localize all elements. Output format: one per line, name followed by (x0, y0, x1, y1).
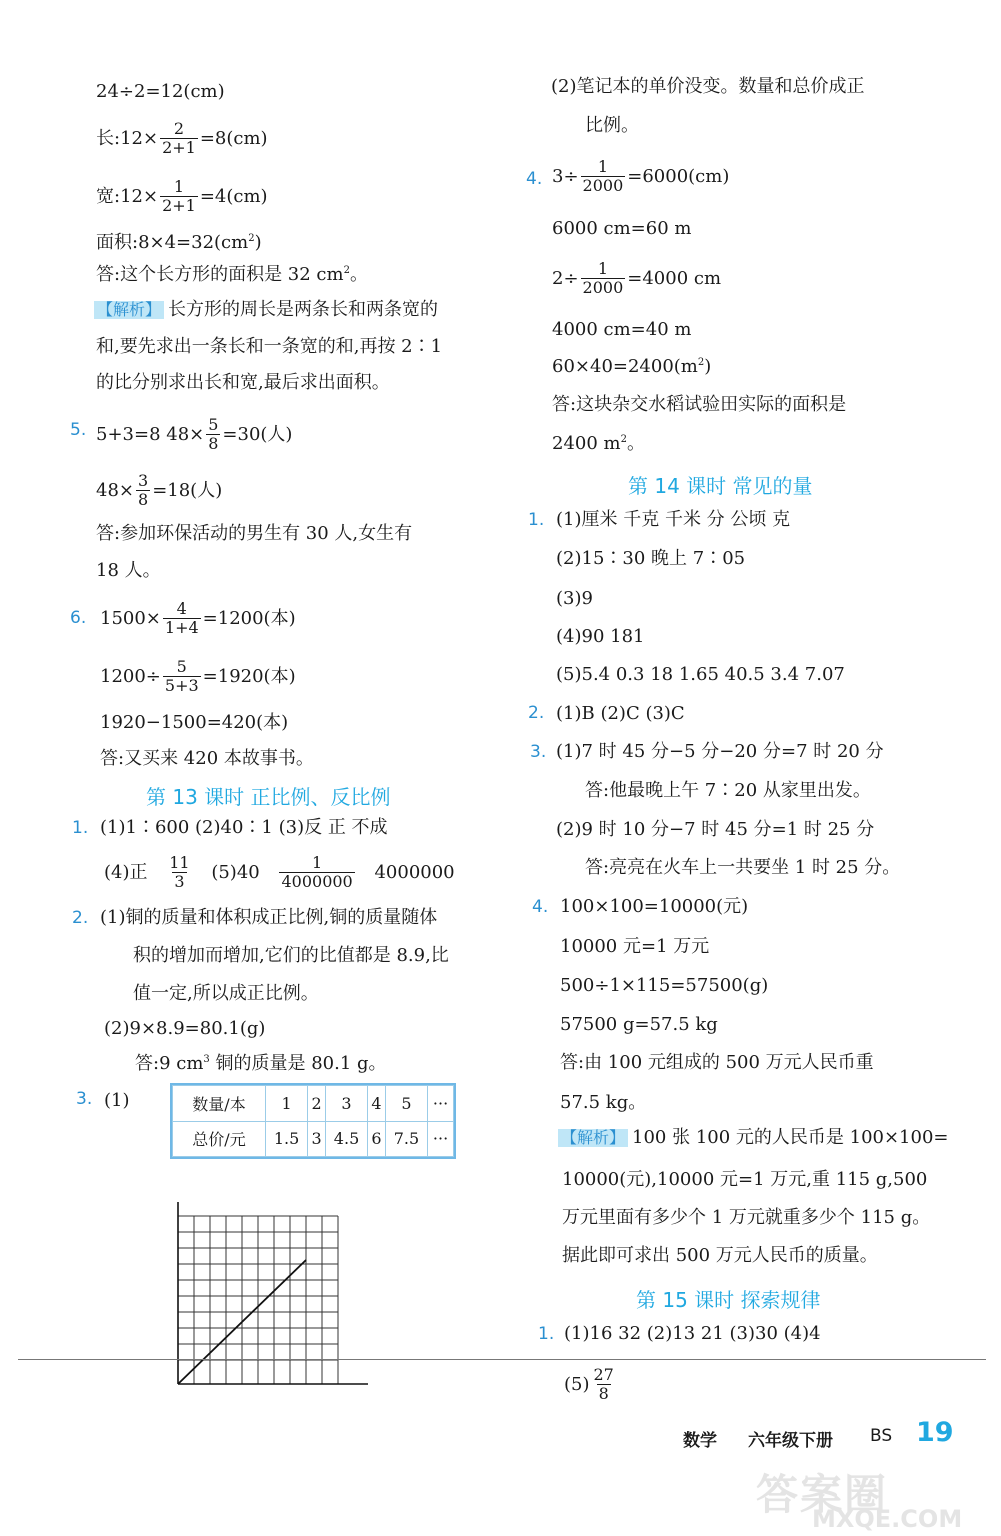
answer-line: 答:这块杂交水稻试验田实际的面积是 (552, 394, 847, 415)
text: =4000 cm (627, 267, 722, 289)
table-cell: 1.5 (266, 1121, 308, 1157)
text: (4)正 (104, 861, 148, 883)
text: =6000(cm) (627, 165, 730, 187)
numerator: 1 (173, 177, 185, 196)
fraction (206, 416, 220, 454)
text-line: (2)15∶30 晚上 7∶05 (556, 548, 746, 569)
text-line (552, 435, 645, 453)
formula-line (552, 158, 729, 196)
numerator: 2 (173, 119, 185, 138)
analysis-tag: 【解析】 (558, 1129, 628, 1147)
text: 2÷ (552, 267, 579, 289)
text: 1200÷ (100, 665, 161, 687)
text-line: (2)9 时 10 分−7 时 45 分=1 时 25 分 (556, 819, 875, 840)
text-line: 的比分别求出长和宽,最后求出面积。 (96, 372, 390, 393)
fraction (167, 854, 191, 892)
text: 面积:8×4=32(cm (96, 232, 249, 253)
text: =4(cm) (199, 185, 268, 207)
text-line: (1) (104, 1090, 130, 1111)
denominator: 2000 (582, 176, 624, 196)
formula-line (96, 416, 292, 454)
fraction (581, 158, 626, 196)
text-line: (1)厘米 千克 千米 分 公顷 克 (556, 509, 791, 530)
text-line: 57.5 kg。 (560, 1092, 647, 1113)
denominator: 3 (174, 872, 185, 892)
denominator: 8 (598, 1384, 609, 1404)
denominator: 4000000 (281, 872, 353, 892)
question-number: 2. (528, 703, 545, 723)
fraction (279, 854, 354, 892)
table-cell: ··· (428, 1121, 454, 1157)
table-cell: 总价/元 (173, 1121, 266, 1157)
formula-line (552, 260, 721, 298)
footer-grade: 六年级下册 (748, 1431, 833, 1451)
text: 100 张 100 元的人民币是 100×100= (632, 1127, 949, 1148)
text-line: 10000 元=1 万元 (560, 936, 710, 957)
question-number: 4. (532, 897, 549, 917)
section-heading-13: 第 13 课时 正比例、反比例 (146, 785, 391, 809)
watermark-url: MXQE.COM (812, 1505, 963, 1533)
text: 48× (96, 479, 134, 501)
answer-line: 答:他最晚上午 7∶20 从家里出发。 (585, 780, 871, 801)
answer-line: 答:又买来 420 本故事书。 (100, 748, 314, 769)
text-line: 据此即可求出 500 万元人民币的质量。 (562, 1245, 878, 1266)
question-number: 6. (70, 608, 87, 628)
analysis-tag: 【解析】 (94, 301, 164, 319)
answer-line (96, 266, 368, 284)
section-heading-15: 第 15 课时 探索规律 (636, 1288, 821, 1312)
text-line: (1)16 32 (2)13 21 (3)30 (4)4 (564, 1323, 821, 1344)
text-line: (1)B (2)C (3)C (556, 703, 685, 724)
fraction (160, 120, 198, 158)
answer-line: 答:参加环保活动的男生有 30 人,女生有 (96, 523, 413, 544)
formula-length (96, 120, 268, 158)
text: 宽:12× (96, 185, 159, 207)
formula-line (552, 358, 711, 376)
text-line: 18 人。 (96, 560, 161, 581)
denominator: 2+1 (162, 196, 196, 216)
superscript: 2 (248, 233, 255, 244)
text: (5) (564, 1373, 590, 1395)
section-heading-14: 第 14 课时 常见的量 (628, 474, 813, 498)
text-line: (2)笔记本的单价没变。数量和总价成正 (551, 76, 865, 97)
question-number: 3. (530, 742, 547, 762)
fraction (136, 472, 150, 510)
formula-line (96, 472, 222, 510)
text-line: 6000 cm=60 m (552, 218, 692, 239)
numerator: 4 (176, 599, 187, 618)
text: 答:9 cm (135, 1053, 204, 1074)
text: 长方形的周长是两条长和两条宽的 (168, 299, 439, 320)
numerator: 1 (597, 259, 608, 278)
text-line (104, 854, 455, 892)
table-cell: 3 (308, 1121, 326, 1157)
footer-edition: BS (870, 1426, 893, 1446)
question-number: 2. (72, 908, 89, 928)
analysis-line (558, 1129, 949, 1147)
table-cell: 数量/本 (173, 1086, 266, 1122)
superscript: 2 (697, 357, 705, 368)
table-cell: 4.5 (325, 1121, 367, 1157)
text-line: (5)5.4 0.3 18 1.65 40.5 3.4 7.07 (556, 664, 845, 685)
denominator: 8 (208, 434, 219, 454)
superscript: 2 (343, 265, 350, 276)
text-line: 万元里面有多少个 1 万元就重多少个 115 g。 (562, 1207, 931, 1228)
numerator: 11 (169, 853, 190, 872)
text-line: 和,要先求出一条长和一条宽的和,再按 2∶1 (96, 336, 443, 357)
numerator: 1 (597, 157, 608, 176)
text: =18(人) (152, 479, 223, 501)
denominator: 5+3 (164, 676, 199, 696)
table-cell: ··· (428, 1086, 454, 1122)
text: 3÷ (552, 165, 579, 187)
text: 4000000 (374, 861, 455, 883)
watermark-logo: 答案圈 (756, 1470, 889, 1519)
text: =8(cm) (199, 127, 268, 149)
question-number: 1. (538, 1324, 555, 1344)
numerator: 1 (312, 853, 323, 872)
text-line: 57500 g=57.5 kg (560, 1014, 718, 1035)
text: 。 (626, 433, 645, 454)
denominator: 8 (138, 490, 149, 510)
text: 2400 m (552, 433, 621, 454)
text-line: 10000(元),10000 元=1 万元,重 115 g,500 (562, 1169, 928, 1190)
table-cell: 2 (308, 1086, 326, 1122)
table-cell: 5 (385, 1086, 427, 1122)
page-number: 19 (916, 1417, 954, 1448)
superscript: 2 (620, 434, 627, 445)
analysis-line (94, 301, 438, 319)
text: ) (254, 232, 262, 253)
denominator: 2+1 (162, 138, 196, 158)
table-cell: 6 (368, 1121, 386, 1157)
text: 长:12× (96, 127, 159, 149)
text-line: 比例。 (585, 115, 639, 136)
bottom-divider (18, 1359, 986, 1360)
table-cell: 3 (325, 1086, 367, 1122)
text: ) (704, 356, 712, 377)
text-line: (3)9 (556, 588, 593, 609)
footer-subject: 数学 (683, 1431, 717, 1451)
fraction (592, 1366, 616, 1404)
question-number: 3. (76, 1089, 93, 1109)
text: =1920(本) (202, 665, 296, 687)
table-row (173, 1121, 454, 1157)
denominator: 1+4 (164, 618, 199, 638)
text-line: (1)1∶600 (2)40∶1 (3)反 正 不成 (100, 817, 388, 838)
question-number: 1. (72, 818, 89, 838)
text: 1500× (100, 607, 161, 629)
numerator: 27 (593, 1365, 614, 1384)
formula-line (100, 658, 296, 696)
formula-area (96, 234, 262, 252)
text: =1200(本) (202, 607, 296, 629)
numerator: 3 (138, 471, 149, 490)
text: (5)40 (211, 861, 260, 883)
table-cell: 7.5 (385, 1121, 427, 1157)
formula-line (100, 600, 296, 638)
text-line: 积的增加而增加,它们的比值都是 8.9,比 (133, 945, 449, 966)
question-number: 5. (70, 420, 87, 440)
text: 答:这个长方形的面积是 32 cm (96, 264, 344, 285)
quantity-price-table (170, 1083, 456, 1159)
table-row (173, 1086, 454, 1122)
text-line: 值一定,所以成正比例。 (133, 983, 319, 1004)
table-cell: 4 (368, 1086, 386, 1122)
text: 5+3=8 48× (96, 423, 205, 445)
fraction (163, 658, 201, 696)
text-line: (1)铜的质量和体积成正比例,铜的质量随体 (100, 907, 438, 928)
text: 60×40=2400(m (552, 356, 698, 377)
text-line: 1920−1500=420(本) (100, 712, 289, 733)
superscript: 3 (203, 1054, 210, 1065)
fraction (163, 600, 201, 638)
denominator: 2000 (582, 278, 624, 298)
question-number: 4. (526, 169, 543, 189)
text: =30(人) (222, 423, 293, 445)
answer-line (135, 1055, 387, 1073)
table-cell: 1 (266, 1086, 308, 1122)
text-line: 100×100=10000(元) (560, 896, 749, 917)
text: 铜的质量是 80.1 g。 (209, 1053, 387, 1074)
question-number: 1. (528, 510, 545, 530)
formula-width (96, 178, 268, 216)
text-line: 24÷2=12(cm) (96, 81, 225, 102)
text-line: 500÷1×115=57500(g) (560, 975, 769, 996)
text-line: (4)90 181 (556, 626, 645, 647)
numerator: 5 (208, 415, 219, 434)
fraction (160, 178, 198, 216)
answer-line: 答:亮亮在火车上一共要坐 1 时 25 分。 (585, 857, 901, 878)
text-line: (1)7 时 45 分−5 分−20 分=7 时 20 分 (556, 741, 884, 762)
numerator: 5 (176, 657, 187, 676)
text-line: 4000 cm=40 m (552, 319, 692, 340)
text: 。 (349, 264, 368, 285)
fraction (581, 260, 626, 298)
answer-line: 答:由 100 元组成的 500 万元人民币重 (560, 1052, 874, 1073)
formula-line (564, 1366, 618, 1404)
text-line: (2)9×8.9=80.1(g) (104, 1018, 266, 1039)
